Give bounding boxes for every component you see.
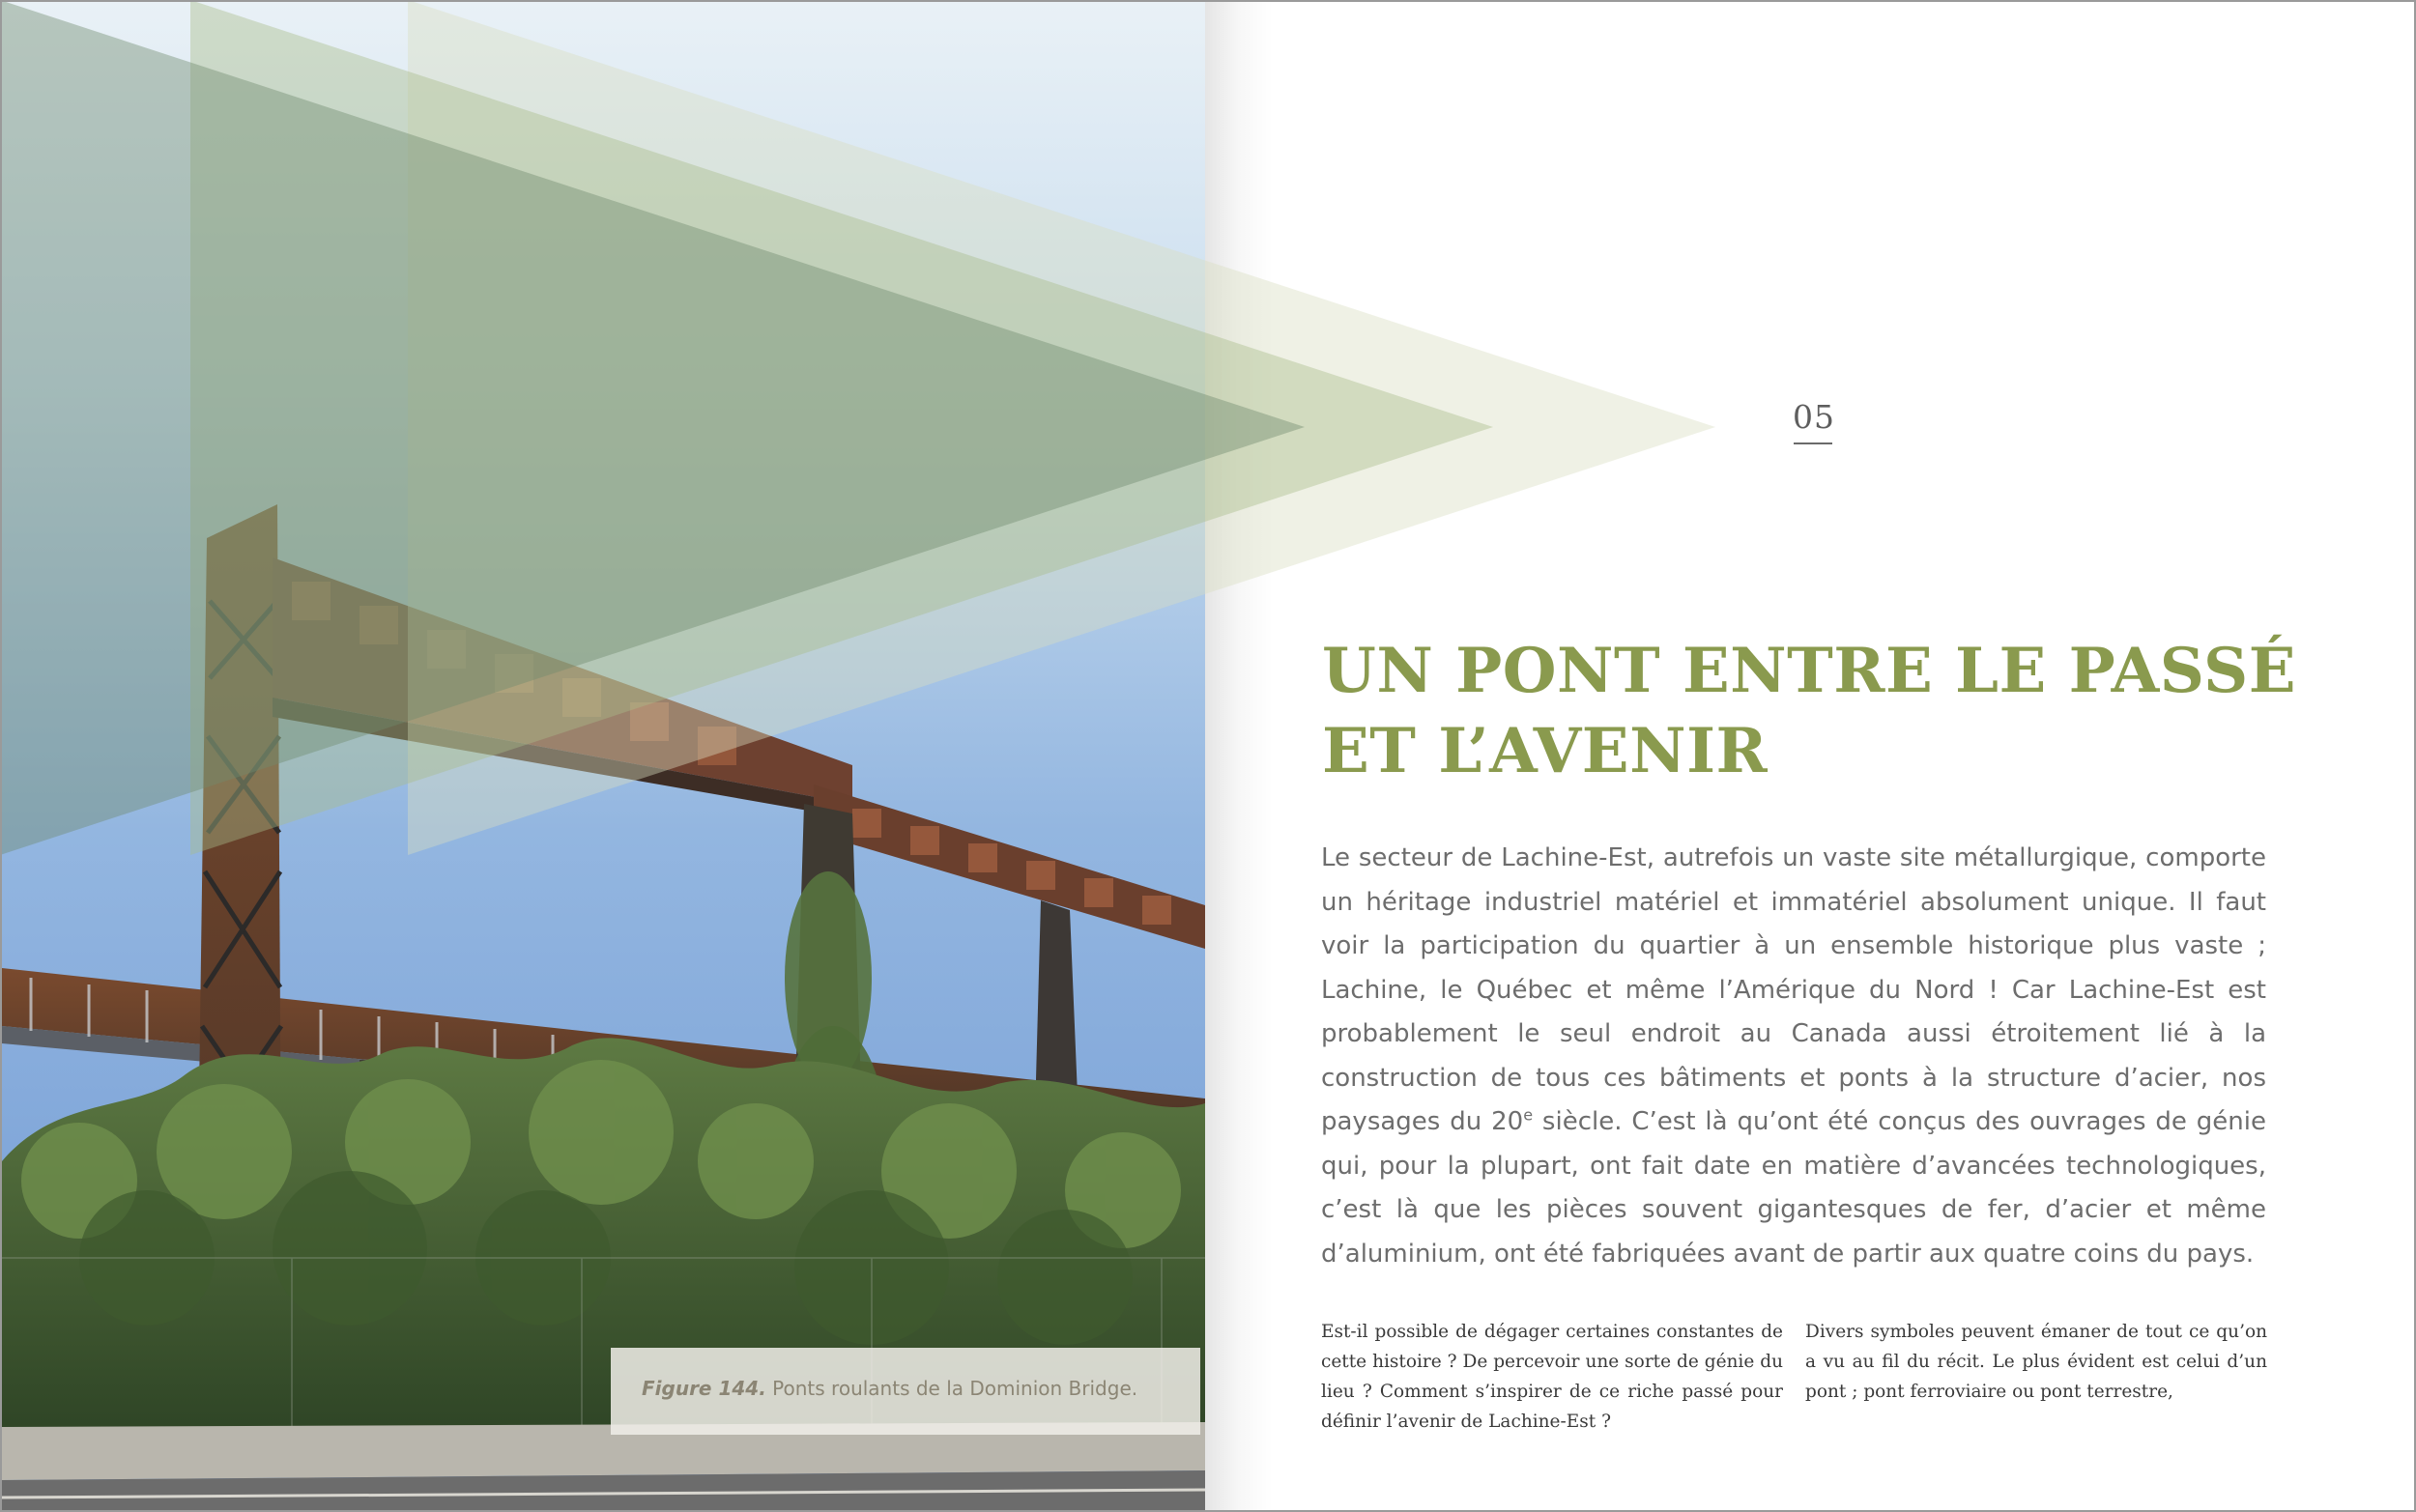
lead-text-part-2: siècle. C’est là qu’ont été conçus des ouvrages de génie qui, pour la plupart, ont fait date en matière d’avancées technologiques, c’est là que les pièces souvent gigantesques de fer, d’acier et même d’aluminium, ont été fabriquées avant de partir aux quatre coins du pays. xyxy=(1321,1107,2266,1269)
gutter-shadow xyxy=(1205,2,1273,1510)
lead-text-part-1: Le secteur de Lachine-Est, autrefois un vaste site métallurgique, comporte un héritage industriel matériel et immatériel absolument unique. Il faut voir la participation du quartier à un ensemble historique plus vaste ; Lachine, le Québec et même l’Amérique du Nord ! Car Lachine-Est est probablement le seul endroit au Canada aussi étroitement lié à la construction de tous ces bâtiments et ponts à la structure d’acier, nos paysages du 20 xyxy=(1321,843,2266,1136)
photo-dominion-bridge-cranes xyxy=(2,2,1205,1510)
chapter-title-line-1: UN PONT ENTRE LE PASSÉ xyxy=(1322,635,2297,707)
body-column-right: Divers symboles peuvent émaner de tout ce qu’on a vu au fil du récit. Le plus évident est celui d’un pont ; pont ferroviaire ou pont terrestre, xyxy=(1805,1322,2267,1402)
figure-caption xyxy=(611,1348,1200,1435)
lead-superscript: e xyxy=(1523,1105,1534,1125)
figure-label: Figure 144. xyxy=(642,1377,766,1400)
page-number-underline xyxy=(1794,442,1832,444)
chapter-title xyxy=(1322,631,2385,791)
figure-caption-text xyxy=(642,1377,1137,1400)
figure-caption-description: Ponts roulants de la Dominion Bridge. xyxy=(765,1377,1138,1400)
lead-paragraph xyxy=(1321,837,2266,1276)
page-number: 05 xyxy=(1793,398,1835,436)
chapter-title-line-2: ET L’AVENIR xyxy=(1322,715,1769,787)
body-column-left: Est-il possible de dégager certaines constantes de cette histoire ? De percevoir une sorte de génie du lieu ? Comment s’inspirer de ce riche passé pour définir l’avenir de Lachine-Est ? xyxy=(1321,1322,1783,1432)
left-page-photo xyxy=(2,2,1205,1510)
